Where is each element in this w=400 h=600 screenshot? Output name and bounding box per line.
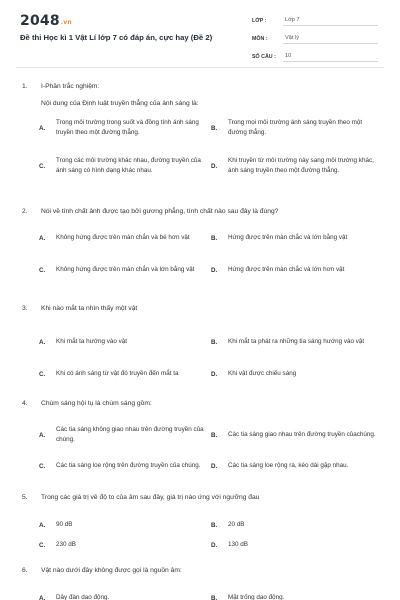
question-text: I-Phần trắc nghiệm: xyxy=(41,83,100,90)
question-line xyxy=(22,208,382,215)
document-header xyxy=(0,0,400,58)
option-letter: C. xyxy=(39,462,46,470)
option-letter: B. xyxy=(211,431,218,439)
option-text: Hứng được trên màn chắc và lớn hơn vật xyxy=(228,266,345,273)
meta-label: SỐ CÂU : xyxy=(252,54,276,60)
option-letter: A. xyxy=(39,521,46,529)
option-text: Khi vật được chiếu sáng xyxy=(228,370,297,377)
option-c[interactable] xyxy=(39,453,206,479)
option-c[interactable] xyxy=(39,257,206,283)
meta-row-count xyxy=(252,49,378,62)
option-d[interactable] xyxy=(211,539,378,551)
option-text: Hứng được trên màn chắc và lớn bằng vật xyxy=(228,234,348,241)
question-6 xyxy=(22,567,382,600)
option-letter: B. xyxy=(211,594,218,600)
option-text: Các tia sáng không giao nhau trên đường truyền của chúng. xyxy=(56,426,204,443)
option-text: Trong các môi trường khác nhau, đường truyền của ánh sáng có hình dạng khác nhau. xyxy=(56,157,201,174)
question-4 xyxy=(22,400,382,485)
option-text: Không hứng được trên màn chắn và lớn bằng vật xyxy=(56,266,195,273)
option-letter: A. xyxy=(39,594,46,600)
question-line xyxy=(22,494,382,501)
option-text: Các tia sáng loe rộng ra, kéo dài gặp nhau. xyxy=(228,462,349,469)
option-a[interactable] xyxy=(39,115,206,141)
question-line xyxy=(22,305,382,312)
option-text: 130 dB xyxy=(228,541,248,548)
option-letter: C. xyxy=(39,541,46,549)
option-d[interactable] xyxy=(211,453,378,479)
question-number: 5. xyxy=(22,494,28,501)
question-number: 2. xyxy=(22,208,28,215)
option-text: 230 dB xyxy=(56,541,76,548)
question-text: Khi nào mắt ta nhìn thấy một vật xyxy=(41,305,138,312)
option-letter: A. xyxy=(39,234,46,242)
option-text: Dây đàn dao động. xyxy=(56,594,110,600)
option-letter: D. xyxy=(211,266,218,274)
option-text: Khi mắt ta phát ra những tia sáng hướng vào vật xyxy=(228,338,365,345)
option-text: Trong mọi môi trường ánh sáng truyền theo một đường thẳng. xyxy=(228,119,363,136)
question-number: 3. xyxy=(22,305,28,312)
option-a[interactable] xyxy=(39,519,206,531)
option-letter: B. xyxy=(211,338,218,346)
option-b[interactable] xyxy=(211,225,378,251)
header-divider xyxy=(16,67,384,68)
question-3 xyxy=(22,305,382,390)
question-number: 6. xyxy=(22,567,28,574)
meta-label: MÔN : xyxy=(252,36,268,42)
option-b[interactable] xyxy=(211,519,378,531)
option-d[interactable] xyxy=(211,149,378,183)
option-letter: B. xyxy=(211,124,218,132)
options xyxy=(22,320,382,390)
option-b[interactable] xyxy=(211,115,378,141)
option-c[interactable] xyxy=(39,361,206,387)
question-number: 4. xyxy=(22,400,28,407)
option-b[interactable] xyxy=(211,422,378,448)
options xyxy=(22,223,382,293)
question-number: 1. xyxy=(22,83,28,90)
option-c[interactable] xyxy=(39,539,206,551)
question-5 xyxy=(22,494,382,559)
option-letter: D. xyxy=(211,162,218,170)
options xyxy=(22,582,382,600)
question-2 xyxy=(22,208,382,293)
question-text: Chùm sáng hội tụ là chùm sáng gồm: xyxy=(41,400,152,407)
option-text: 90 dB xyxy=(56,521,73,528)
question-1 xyxy=(22,83,382,195)
option-text: Không hứng được trên màn chắn và bé hơn vật xyxy=(56,234,190,241)
option-letter: A. xyxy=(39,338,46,346)
logo-text: 2048 xyxy=(20,13,60,29)
option-b[interactable] xyxy=(211,592,378,600)
option-letter: C. xyxy=(39,266,46,274)
option-text: Khi truyền từ môi trường này sang môi trường khác, ánh sáng truyền theo một đường thẳng. xyxy=(228,157,374,174)
option-letter: D. xyxy=(211,370,218,378)
question-text: Vật nào dưới đây không được gọi là nguồn âm: xyxy=(41,567,182,574)
meta-value: 10 xyxy=(283,53,378,62)
options xyxy=(22,115,382,195)
meta-label: LỚP : xyxy=(252,18,267,24)
option-a[interactable] xyxy=(39,422,206,448)
question-line xyxy=(22,400,382,407)
document-title: Đề thi Học kì 1 Vật Lí lớp 7 có đáp án, cực hay (Đề 2) xyxy=(20,33,213,42)
site-logo[interactable] xyxy=(20,13,72,29)
option-letter: C. xyxy=(39,162,46,170)
meta-row-grade xyxy=(252,13,378,26)
question-subtext: Nội dung của Định luật truyền thẳng của ánh sáng là: xyxy=(41,100,199,107)
meta-value: Lớp 7 xyxy=(283,17,378,26)
option-text: Khi mắt ta hướng vào vật xyxy=(56,338,127,345)
meta-row-subject xyxy=(252,31,378,44)
option-letter: D. xyxy=(211,541,218,549)
option-letter: C. xyxy=(39,370,46,378)
option-d[interactable] xyxy=(211,257,378,283)
question-text: Nói về tính chất ảnh được tạo bởi gương phẳng, tính chất nào sau đây là đúng? xyxy=(41,208,279,215)
option-letter: A. xyxy=(39,124,46,132)
option-letter: A. xyxy=(39,431,46,439)
options xyxy=(22,509,382,559)
option-a[interactable] xyxy=(39,225,206,251)
option-text: Khi có ánh sáng từ vật đó truyền đến mắt ta xyxy=(56,370,179,377)
question-text: Trong các giá trị về độ to của âm sau đây, giá trị nào ứng với ngưỡng đau xyxy=(41,494,260,501)
question-line xyxy=(22,83,382,90)
option-letter: D. xyxy=(211,462,218,470)
question-line xyxy=(22,567,382,574)
option-letter: B. xyxy=(211,234,218,242)
option-c[interactable] xyxy=(39,149,206,183)
option-a[interactable] xyxy=(39,329,206,355)
option-d[interactable] xyxy=(211,361,378,387)
meta-value: Vật lý xyxy=(283,35,378,44)
option-letter: B. xyxy=(211,521,218,529)
option-b[interactable] xyxy=(211,329,378,355)
option-a[interactable] xyxy=(39,592,206,600)
option-text: Các tia sáng loe rộng trên đường truyền của chúng. xyxy=(56,462,201,469)
options xyxy=(22,415,382,485)
option-text: Mặt trống dao động. xyxy=(228,594,285,600)
option-text: Các tia sáng giao nhau trên đường truyền củachúng. xyxy=(228,431,376,438)
option-text: 20 dB xyxy=(228,521,245,528)
logo-domain: .vn xyxy=(60,19,72,26)
option-text: Trong môi trường trong suốt và đồng tính ánh sáng truyền theo một đường thẳng. xyxy=(56,119,199,136)
document-meta xyxy=(252,13,378,67)
